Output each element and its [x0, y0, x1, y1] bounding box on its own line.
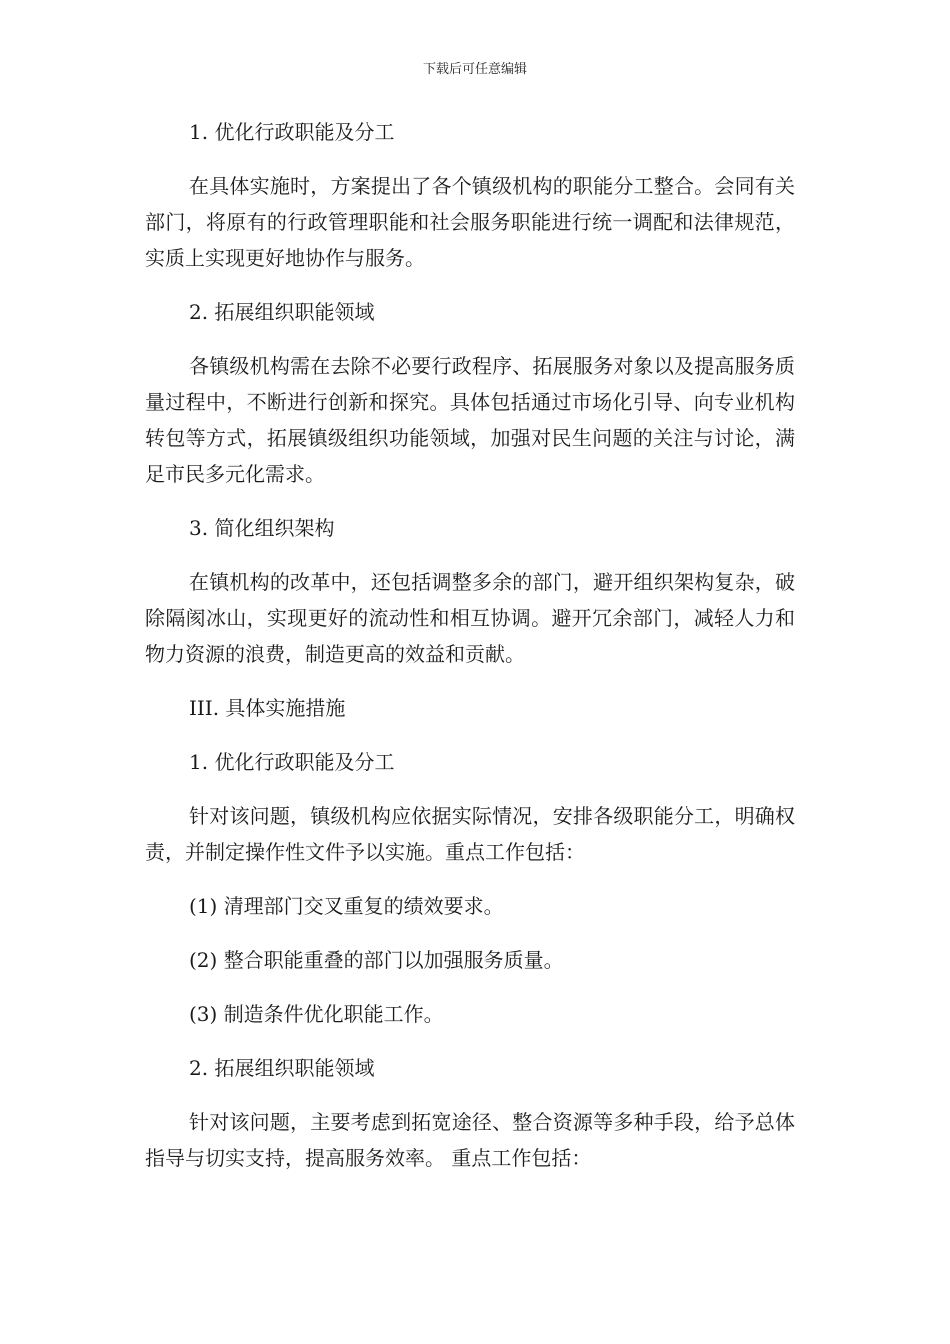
- paragraph-5: 针对该问题，主要考虑到拓宽途径、整合资源等多种手段，给予总体指导与切实支持，提高服务效率。 重点工作包括：: [145, 1110, 795, 1170]
- section-heading-2: 2. 拓展组织职能领域: [189, 300, 375, 324]
- list-item-1: (1) 清理部门交叉重复的绩效要求。: [189, 894, 504, 918]
- section-heading-1: 1. 优化行政职能及分工: [189, 120, 395, 144]
- paragraph-2: 各镇级机构需在去除不必要行政程序、拓展服务对象以及提高服务质量过程中，不断进行创新和探究。具体包括通过市场化引导、向专业机构转包等方式，拓展镇级组织功能领域，加强对民生问题的关注与讨论，满足市民多元化需求。: [145, 354, 795, 486]
- section-heading-5: 2. 拓展组织职能领域: [189, 1056, 375, 1080]
- list-item-2: (2) 整合职能重叠的部门以加强服务质量。: [189, 948, 564, 972]
- paragraph-3: 在镇机构的改革中，还包括调整多余的部门，避开组织架构复杂，破除隔阂冰山，实现更好的流动性和相互协调。避开冗余部门，减轻人力和物力资源的浪费，制造更高的效益和贡献。: [145, 570, 795, 666]
- section-heading-4: 1. 优化行政职能及分工: [189, 750, 395, 774]
- document-body: [145, 114, 795, 1194]
- paragraph-1: 在具体实施时，方案提出了各个镇级机构的职能分工整合。会同有关部门，将原有的行政管理职能和社会服务职能进行统一调配和法律规范，实质上实现更好地协作与服务。: [145, 174, 795, 270]
- chapter-heading-iii: III. 具体实施措施: [189, 696, 346, 720]
- list-item-3: (3) 制造条件优化职能工作。: [189, 1002, 444, 1026]
- paragraph-4: 针对该问题，镇级机构应依据实际情况，安排各级职能分工，明确权责，并制定操作性文件予以实施。重点工作包括：: [145, 804, 795, 864]
- section-heading-3: 3. 简化组织架构: [189, 516, 335, 540]
- header-note: 下载后可任意编辑: [422, 62, 527, 77]
